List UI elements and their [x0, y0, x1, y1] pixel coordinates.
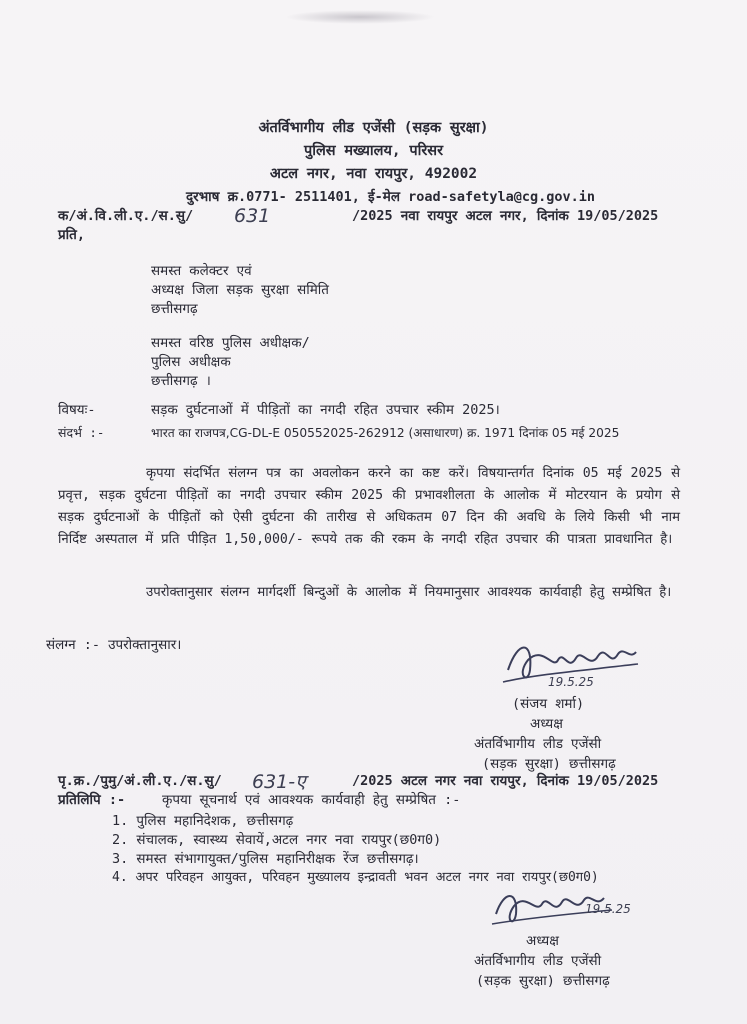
signature-1-date: 19.5.25 [548, 675, 594, 689]
addressee1-line3: छत्तीसगढ़ [151, 301, 198, 317]
copy-label: प्रतिलिपि :- [58, 792, 126, 808]
reference-text: भारत का राजपत्र,CG-DL-E 050552025-262912 (असाधारण) क्र. 1971 दिनांक 05 मई 2025 [151, 426, 620, 440]
recipient-4: 4. अपर परिवहन आयुक्त, परिवहन मुख्यालय इन्द्रावती भवन अटल नगर नवा रायपुर(छ0ग0) [112, 870, 599, 885]
copy-text: कृपया सूचनार्थ एवं आवश्यक कार्यवाही हेतु सम्प्रेषित :- [162, 792, 461, 808]
subject-text: सड़क दुर्घटनाओं में पीड़ितों का नगदी रहित उपचार स्कीम 2025। [151, 402, 500, 418]
signatory-designation: अध्यक्ष [530, 716, 563, 732]
letterhead-line2: पुलिस मख्यालय, परिसर [303, 143, 444, 159]
body-paragraph-1: कृपया संदर्भित संलग्न पत्र का अवलोकन करने का कष्ट करें। विषयान्तर्गत दिनांक 05 मई 2025 से प्रवृत्त, सड़क दुर्घटना पीड़ितों का नगदी उपचार स्कीम 2025 की प्रभावशीलता के आलोक में मोटरयान के प्रयोग से सड़क दुर्घटनाओं के पीड़ितों को ऐसी दुर्घटना की तारीख से अधिकतम 07 दिन की अवधि के लिये किसी भी नाम निर्दिष्ट अस्पताल में प्रति पीड़ित 1,50,000/- रूपये तक की रकम के नगदी रहित उपचार की पात्रता प्रावधानित है। [58, 466, 680, 547]
signatory-org-line2: (सड़क सुरक्षा) छत्तीसगढ़ [482, 756, 616, 772]
addressee2-line3: छत्तीसगढ़ । [151, 373, 211, 389]
enclosure-note: संलग्न :- उपरोक्तानुसार। [46, 637, 182, 653]
signatory2-org-line2: (सड़क सुरक्षा) छत्तीसगढ़ [476, 973, 610, 989]
handwritten-letter-no: 631 [234, 205, 271, 227]
addressee2-line2: पुलिस अधीक्षक [151, 354, 231, 370]
signature-2-date: 19.5.25 [585, 902, 631, 916]
scan-smudge [285, 10, 435, 24]
recipient-3: 3. समस्त संभागायुक्त/पुलिस महानिरीक्षक रेंज छत्तीसगढ़। [112, 851, 419, 867]
addressee1-line2: अध्यक्ष जिला सड़क सुरक्षा समिति [151, 282, 329, 298]
body-paragraph-2: उपरोक्तानुसार संलग्न मार्गदर्शी बिन्दुओं के आलोक में नियमानुसार आवश्यक कार्यवाही हेतु सम्प्रेषित है। [146, 585, 672, 600]
reference-label: संदर्भ :- [58, 425, 105, 440]
letterhead-line3: अटल नगर, नवा रायपुर, 492002 [269, 166, 478, 182]
endorsement-place-date: /2025 अटल नगर नवा रायपुर, दिनांक 19/05/2025 [352, 773, 659, 789]
signatory2-designation: अध्यक्ष [526, 933, 559, 949]
addressee2-line1: समस्त वरिष्ठ पुलिस अधीक्षक/ [151, 335, 310, 351]
signatory2-org-line1: अंतर्विभागीय लीड एजेंसी [474, 953, 602, 969]
endorsement-number: पृ.क्र./पुमु/अं.ली.ए./स.सु/ [58, 773, 222, 789]
letterhead-line1: अंतर्विभागीय लीड एजेंसी (सड़क सुरक्षा) [258, 120, 489, 136]
addressee1-line1: समस्त कलेक्टर एवं [151, 263, 252, 279]
letterhead-contact: दुरभाष क्र.0771- 2511401, ई-मेल road-safetyla@cg.gov.in [186, 189, 596, 205]
signatory-name: (संजय शर्मा) [512, 696, 585, 712]
signature-1 [498, 630, 648, 700]
prati-label: प्रति, [58, 227, 86, 243]
subject-label: विषयः- [58, 402, 96, 418]
signatory-org-line1: अंतर्विभागीय लीड एजेंसी [474, 736, 602, 752]
recipient-2: 2. संचालक, स्वास्थ्य सेवायें,अटल नगर नवा रायपुर(छ0ग0) [112, 832, 442, 848]
letter-number: क/अं.वि.ली.ए./स.सु/ [58, 208, 194, 224]
handwritten-endorsement-no: 631-ए [252, 771, 306, 793]
recipient-1: 1. पुलिस महानिदेशक, छत्तीसगढ़ [112, 813, 294, 829]
letter-place-date: /2025 नवा रायपुर अटल नगर, दिनांक 19/05/2025 [352, 208, 659, 224]
